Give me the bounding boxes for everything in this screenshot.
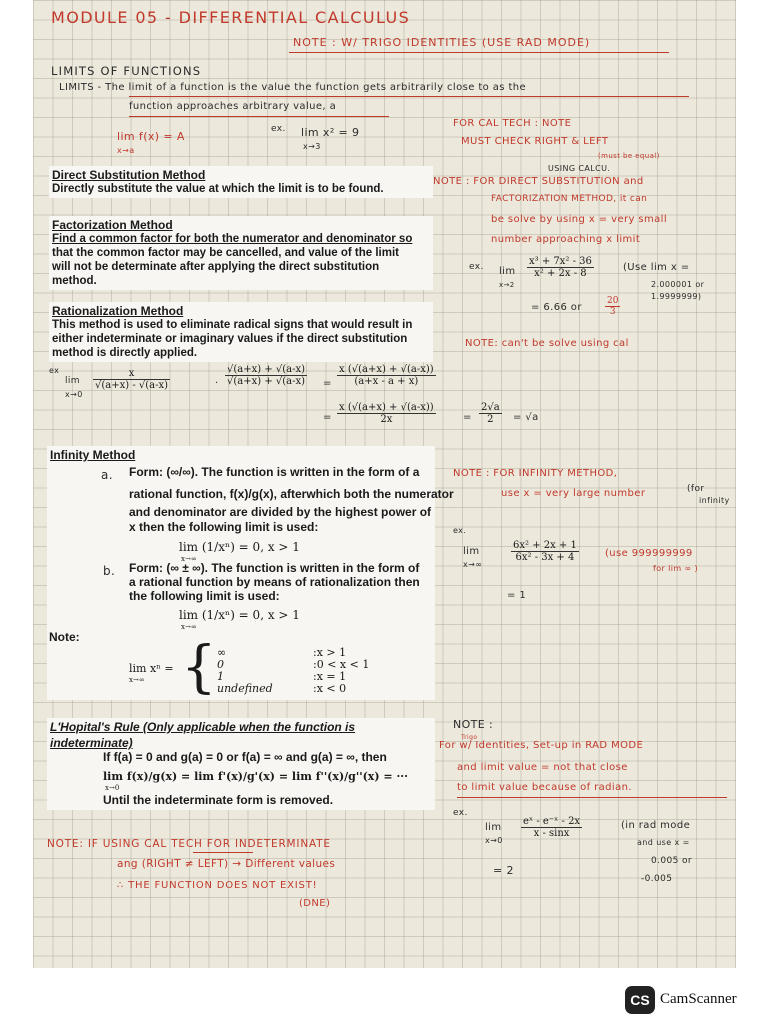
lhopital-condition: If f(a) = 0 and g(a) = 0 or f(a) = ∞ and g(a) = ∞, then xyxy=(103,750,387,764)
infinity-a-formula: lim (1/xⁿ) = 0, x > 1 xyxy=(179,540,300,554)
factor-line1: Find a common factor for both the numerator and denominator so xyxy=(52,233,413,245)
factor-ex-sub: x→2 xyxy=(499,281,515,289)
trig-ex-num: eˣ - e⁻ˣ - 2x xyxy=(523,816,581,827)
bottom-note-line4: (DNE) xyxy=(299,898,331,909)
rational-ex-fraction xyxy=(93,368,170,391)
rational-eq-2: = xyxy=(323,412,332,423)
infinity-case-condition: :x < 0 xyxy=(313,682,347,695)
trig-ex-fraction xyxy=(521,816,582,839)
infinity-case-value: ∞ xyxy=(217,646,227,659)
infinity-ex-label: ex. xyxy=(453,526,467,535)
infinity-case-row xyxy=(217,670,407,682)
infinity-b-label: b. xyxy=(103,564,116,578)
limits-ex-sub: x→3 xyxy=(303,142,321,151)
trig-ex-result: = 2 xyxy=(493,864,514,877)
infinity-a-line3: and denominator are divided by the highest power of xyxy=(129,505,432,519)
bottom-note-line1: NOTE: IF USING CAL TECH FOR INDETERMINATE xyxy=(47,838,331,850)
factor-ex-hint-3: 1.9999999) xyxy=(651,292,702,301)
header-note: NOTE : W/ TRIGO IDENTITIES (USE RAD MODE) xyxy=(293,36,591,49)
infinity-ex-num: 6x² + 2x + 1 xyxy=(513,540,577,551)
rational-step3 xyxy=(479,402,502,425)
infinity-case-row xyxy=(217,682,407,694)
caltech-check: MUST CHECK RIGHT & LEFT xyxy=(461,136,609,147)
infinity-case-row xyxy=(217,646,407,658)
limits-ex-formula: lim x² = 9 xyxy=(301,126,360,139)
infinity-ex-fraction xyxy=(511,540,579,563)
factor-line4: method. xyxy=(52,275,97,287)
camscanner-text: CamScanner xyxy=(660,991,737,1007)
direct-note-line1: NOTE : FOR DIRECT SUBSTITUTION and xyxy=(433,176,644,187)
infinity-case-value: 1 xyxy=(217,670,224,683)
rational-conjugate xyxy=(225,364,307,387)
infinity-b-formula: lim (1/xⁿ) = 0, x > 1 xyxy=(179,608,300,622)
rational-line1: This method is used to eliminate radical signs that would result in xyxy=(52,319,413,331)
trig-note-label: NOTE : xyxy=(453,718,494,731)
direct-note-line3: be solve by using x = very small xyxy=(491,214,668,225)
infinity-b-line2: a rational function by means of rationalization then xyxy=(129,575,420,589)
rational-step2-num: x (√(a+x) + √(a-x)) xyxy=(339,402,434,413)
factor-ex-fraction xyxy=(527,256,594,279)
rational-ex-lim: lim xyxy=(65,376,80,386)
caltech-using: USING CALCU. xyxy=(548,164,611,173)
infinity-ex-hint-2: for lim ∞ ) xyxy=(653,564,699,573)
infinity-case-row xyxy=(217,658,407,670)
rational-step1-num: x (√(a+x) + √(a-x)) xyxy=(339,364,434,375)
trig-ex-label: ex. xyxy=(453,808,468,818)
limits-ex-label: ex. xyxy=(271,124,286,134)
trig-note-line2: and limit value = not that close xyxy=(457,762,628,773)
rational-heading: Rationalization Method xyxy=(52,304,184,318)
factor-heading: Factorization Method xyxy=(52,218,173,232)
infinity-b-line1: Form: (∞ ± ∞). The function is written in the form of xyxy=(129,561,420,575)
lhopital-heading: L'Hopital's Rule (Only applicable when the function is xyxy=(50,720,356,734)
rational-conj-den: √(a+x) + √(a-x) xyxy=(227,376,306,387)
trig-note-small: Trigo xyxy=(461,734,478,741)
limits-definition-line2: function approaches arbitrary value, a xyxy=(129,101,337,112)
trig-note-line3: to limit value because of radian. xyxy=(457,782,632,793)
limits-definition-underline-2 xyxy=(129,116,389,117)
infinity-case-value: undefined xyxy=(217,682,273,695)
infinity-b-line3: the following limit is used: xyxy=(129,589,280,603)
infinity-a-formula-sub: x→∞ xyxy=(181,555,197,563)
rational-ex-label: ex xyxy=(49,366,60,375)
rational-times: · xyxy=(215,378,219,389)
infinity-ex-den: 6x² - 3x + 4 xyxy=(515,552,575,563)
module-title: MODULE 05 - DIFFERENTIAL CALCULUS xyxy=(51,8,411,27)
trig-ex-lim: lim xyxy=(485,822,502,833)
rational-line3: method is directly applied. xyxy=(52,347,198,359)
header-note-underline xyxy=(289,52,669,53)
direct-heading: Direct Substitution Method xyxy=(52,168,206,182)
trig-ex-hint-4: -0.005 xyxy=(641,874,673,884)
rational-step1 xyxy=(337,364,436,387)
factor-ex-lim: lim xyxy=(499,266,516,277)
lhopital-formula-sub: x→0 xyxy=(105,784,120,792)
factor-ex-result-num: 20 xyxy=(607,296,619,306)
rational-result: = √a xyxy=(513,412,539,423)
camscanner-logo: CS xyxy=(625,986,655,1014)
notebook-page xyxy=(33,0,736,968)
infinity-note-line4: infinity xyxy=(699,496,730,505)
rational-ex-sub: x→0 xyxy=(65,390,83,399)
direct-note-line2: FACTORIZATION METHOD, it can xyxy=(491,194,648,204)
infinity-ex-lim: lim xyxy=(463,546,480,557)
infinity-brace: { xyxy=(181,635,217,700)
limits-formula: lim f(x) = A xyxy=(117,130,185,143)
factor-ex-denominator: x² + 2x - 8 xyxy=(534,268,587,279)
limits-formula-sub: x→a xyxy=(117,146,135,155)
lhopital-heading-2: indeterminate) xyxy=(50,736,133,750)
rational-ex-num: x xyxy=(93,368,170,380)
factor-ex-label: ex. xyxy=(469,262,484,272)
bottom-note-line3: ∴ THE FUNCTION DOES NOT EXIST! xyxy=(117,880,318,891)
infinity-lim-xn: lim xⁿ = xyxy=(129,662,174,675)
direct-note-line4: number approaching x limit xyxy=(491,234,641,245)
trig-note-underline xyxy=(457,797,727,798)
caltech-must-equal: (must be equal) xyxy=(598,152,660,160)
lhopital-formula: lim f(x)/g(x) = lim f'(x)/g'(x) = lim f''(x)/g''(x) = ··· xyxy=(103,770,408,783)
infinity-heading: Infinity Method xyxy=(50,448,136,462)
rational-eq-3: = xyxy=(463,412,472,423)
rational-ex-den: √(a+x) - √(a-x) xyxy=(95,380,169,391)
rational-step1-den: (a+x - a + x) xyxy=(354,376,419,387)
infinity-note-line3: (for xyxy=(687,484,705,494)
factor-ex-result-den: 3 xyxy=(609,307,616,317)
factor-line3: will not be determinate after applying the direct substitution xyxy=(52,261,380,273)
rational-conj-num: √(a+x) + √(a-x) xyxy=(227,364,306,375)
infinity-note-line2: use x = very large number xyxy=(501,488,646,499)
lhopital-until: Until the indeterminate form is removed. xyxy=(103,793,334,807)
infinity-ex-result: = 1 xyxy=(507,590,527,601)
trig-note-line1: For w/ Identities, Set-up in RAD MODE xyxy=(439,740,644,751)
trig-ex-hint-3: 0.005 or xyxy=(651,856,693,866)
infinity-case-condition: :x > 1 xyxy=(313,646,347,659)
infinity-a-line4: x then the following limit is used: xyxy=(129,520,319,534)
trig-ex-hint-1: (in rad mode xyxy=(621,820,691,831)
factor-ex-result-fraction xyxy=(605,296,620,317)
caltech-note: FOR CAL TECH : NOTE xyxy=(453,118,572,129)
infinity-ex-hint-1: (use 999999999 xyxy=(605,548,693,559)
limits-heading: LIMITS OF FUNCTIONS xyxy=(51,64,202,78)
infinity-case-condition: :0 < x < 1 xyxy=(313,658,370,671)
trig-ex-den: x - sinx xyxy=(533,828,570,839)
rational-step3-den: 2 xyxy=(487,414,494,425)
infinity-a-label: a. xyxy=(101,468,113,482)
factor-ex-hint-2: 2.000001 or xyxy=(651,280,705,289)
factor-ex-result: = 6.66 or xyxy=(531,302,582,313)
rational-step2 xyxy=(337,402,436,425)
trig-ex-hint-2: and use x = xyxy=(637,838,690,847)
rational-eq-1: = xyxy=(323,378,332,389)
direct-text: Directly substitute the value at which the limit is to be found. xyxy=(52,183,384,195)
factor-line2: that the common factor may be cancelled, and value of the limit xyxy=(52,247,399,259)
bottom-note-line2: ang (RIGHT ≠ LEFT) → Different values xyxy=(117,858,336,870)
rational-step3-num: 2√a xyxy=(481,402,500,413)
factor-ex-hint-1: (Use lim x = xyxy=(623,262,690,273)
infinity-lim-xn-sub: x→∞ xyxy=(129,676,145,684)
rational-line2: either indeterminate or imaginary values if the direct substitution xyxy=(52,333,408,345)
infinity-ex-sub: x→∞ xyxy=(463,560,483,569)
factor-ex-numerator: x³ + 7x² - 36 xyxy=(529,256,592,267)
limits-definition-line1: LIMITS - The limit of a function is the value the function gets arbitrarily close to as the xyxy=(59,82,527,93)
infinity-case-condition: :x = 1 xyxy=(313,670,347,683)
infinity-note-line1: NOTE : FOR INFINITY METHOD, xyxy=(453,468,618,479)
rational-step2-den: 2x xyxy=(380,414,393,425)
trig-ex-sub: x→0 xyxy=(485,836,503,845)
infinity-note-label: Note: xyxy=(49,630,80,644)
infinity-a-line1: Form: (∞/∞). The function is written in the form of a xyxy=(129,465,420,479)
rational-note: NOTE: can't be solve using cal xyxy=(465,338,629,349)
infinity-b-formula-sub: x→∞ xyxy=(181,623,197,631)
limits-definition-underline xyxy=(129,96,689,97)
infinity-a-line2: rational function, f(x)/g(x), afterwhich both the numerator xyxy=(129,487,454,501)
bottom-note-underline xyxy=(193,852,253,853)
infinity-case-value: 0 xyxy=(217,658,224,671)
